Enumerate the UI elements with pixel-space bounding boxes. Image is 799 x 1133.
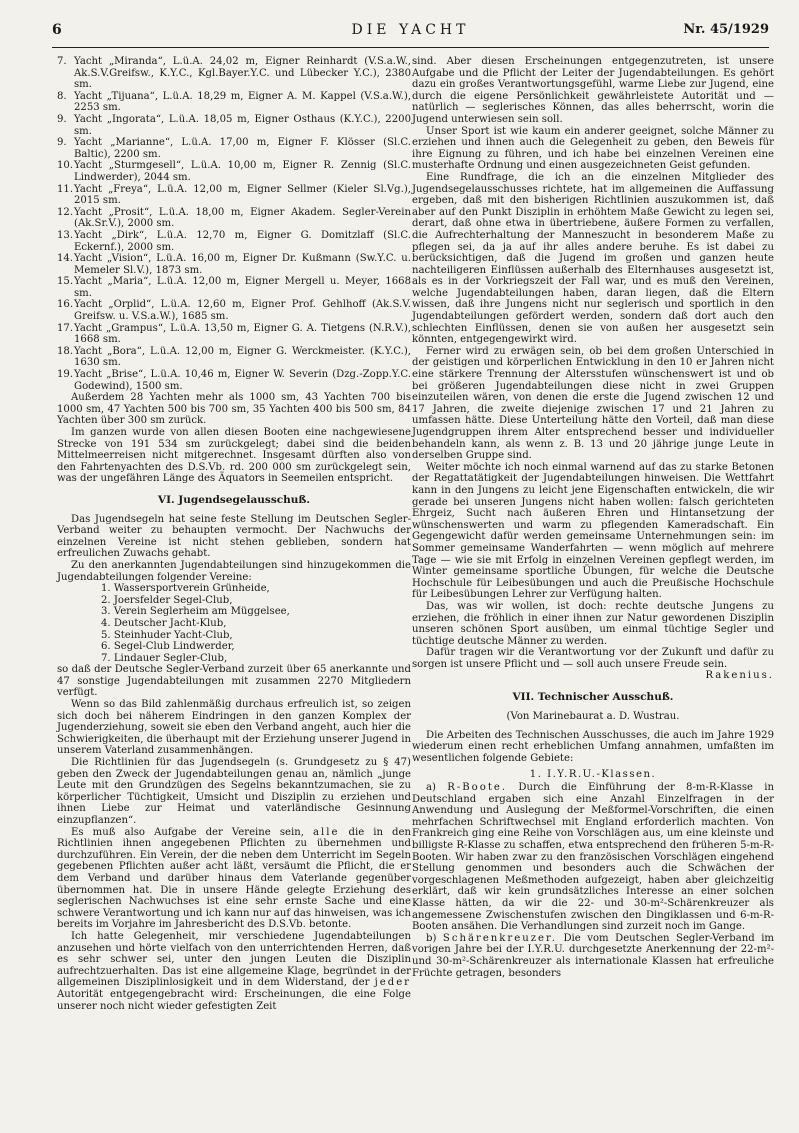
- item-number: 15.: [57, 276, 74, 288]
- item-text: Yacht „Maria“, L.ü.A. 12,00 m, Eigner Mergell u. Meyer, 1668 sm.: [74, 276, 411, 299]
- yacht-list-item: [57, 253, 411, 276]
- item-number: 8.: [57, 90, 67, 102]
- paragraph: Die Richtlinien für das Jugendsegeln (s. Grundgesetz zu § 47) geben den Zweck der Jugendabteilungen genau an, nämlich „junge Leute mit den Grundzügen des Segelns bekanntzumachen, sie zu körperlicher Tüchtigkeit, Umsicht und Disziplin zu erziehen und ihnen Liebe zur Heimat und vaterländische Gesinnung einzupflanzen“.: [57, 757, 411, 826]
- paragraph: Das, was wir wollen, ist doch: rechte deutsche Jungens zu erziehen, die fröhlich in einer ihnen zur Natur gewordenen Disziplin unseren schönen Sport ausüben, um einmal tüchtige Segler und tüchtige deutsche Männer zu werden.: [412, 600, 774, 647]
- left-column: [57, 56, 411, 1012]
- yacht-list-item: [57, 137, 411, 160]
- paragraph: Die Arbeiten des Technischen Ausschusses, die auch im Jahre 1929 wiederum einen recht erheblichen Umfang annahmen, umfaßten im wesentlichen folgende Gebiete:: [412, 729, 774, 764]
- text-run: Die vom Deutschen Segler-Verband im vorigen Jahre bei der I.Y.R.U. durchgesetzte Anerkennung der 22-m²- und 30-m²-Schärenkreuzer als internationale Klassen hat erfreuliche Früchte getragen, besonders: [412, 932, 774, 979]
- author-signature: Rakenius.: [705, 670, 774, 682]
- item-text: Yacht „Marianne“, L.ü.A. 17,00 m, Eigner F. Klösser (Sl.C. Baltic), 2200 sm.: [74, 137, 411, 160]
- item-text: Yacht „Miranda“, L.ü.A. 24,02 m, Eigner Reinhardt (V.S.a.W., Ak.S.V.Greifsw., K.Y.C., Kgl.Bayer.Y.C. und Lübecker Y.C.), 2380 sm.: [74, 56, 411, 91]
- paragraph: Eine Rundfrage, die ich an die einzelnen Mitglieder des Jugendsegelausschusses richtete, hat im allgemeinen die Auffassung ergeben, daß mit den bisherigen Richtlinien auszukommen ist, daß aber auf den Punkt Disziplin in erhöhtem Maße Gewicht zu legen sei, derart, daß ohne etwa in übertriebene, äußere Formen zu verfallen, die Aufrechterhaltung der Manneszucht in besonderem Maße zu pflegen sei, da ja auf ihr alles andere beruhe. Es ist dabei zu berücksichtigen, daß die Jugend im großen und ganzen heute nachteiligeren Einflüssen außerhalb des Elternhauses ausgesetzt ist, als es in der Vorkriegszeit der Fall war, und es muß den Vereinen, welche Jugendabteilungen haben, daran liegen, daß die Eltern wissen, daß ihre Jungens nicht nur seglerisch und sportlich in den Jugendabteilungen gefördert werden, sondern daß dort auch den schlechten Einflüssen, denen sie von außen her ausgesetzt sein könnten, entgegengewirkt wird.: [412, 171, 774, 346]
- item-text: Yacht „Sturmgesell“, L.ü.A. 10,00 m, Eigner R. Zennig (Sl.C. Lindwerder), 2044 sm.: [74, 160, 411, 183]
- text-run: Es muß also Aufgabe der Vereine sein,: [71, 826, 304, 838]
- item-label: b): [426, 932, 437, 944]
- yacht-list-item: [57, 207, 411, 230]
- item-text: Yacht „Ingorata“, L.ü.A. 18,05 m, Eigner Osthaus (K.Y.C.), 2200 sm.: [74, 113, 411, 137]
- yacht-list-item: [57, 91, 411, 114]
- item-label: a): [426, 782, 436, 794]
- text-run: Autorität entgegengebracht wird: Erscheinungen, die eine Folge unserer noch nicht wieder gefestigten Zeit: [57, 988, 411, 1012]
- item-number: 9.: [57, 113, 67, 125]
- section-heading: VII. Technischer Ausschuß.: [512, 691, 674, 704]
- paragraph: Das Jugendsegeln hat seine feste Stellung im Deutschen Segler-Verband weiter zu behaupten vermocht. Der Nachwuchs der einzelnen Vereine ist nicht stehen geblieben, sondern hat erfreulichen Zuwachs gehabt.: [57, 513, 411, 560]
- club-item: 3. Verein Seglerheim am Müggelsee,: [101, 606, 290, 618]
- text-run: Durch die Einführung der 8-m-R-Klasse in Deutschland ergaben sich eine Anzahl Einzelfragen in der Anwendung und Auslegung der Meßformel-Vorschriften, die einen mehrfachen Schriftwechsel mit England erforderlich machten. Von Frankreich ging eine Reihe von Vorschlägen aus, um eine kleinste und billigste R-Klasse zu schaffen, etwa entsprechend den früheren 5-m-R-Booten. Wir haben zwar zu den französischen Vorschlägen eingehend Stellung genommen und besonders auch die Schwächen der vorgeschlagenen Meßmethoden aufgezeigt, haben aber gleichzeitig erklärt, daß wir kein grundsätzliches Interesse an einer solchen Klasse hätten, da wir die 22- und 30-m²-Schärenkreuzer als angemessene Zwischenstufen zwischen den Dingiklassen und 6-m-R-Booten ansähen. Die Verhandlungen sind zurzeit noch im Gange.: [412, 782, 774, 933]
- paragraph: so daß der Deutsche Segler-Verband zurzeit über 65 anerkannte und 47 sonstige Jugendabteilungen mit zusammen 2270 Mitgliedern verfügt.: [57, 664, 411, 699]
- item-text: Yacht „Tijuana“, L.ü.A. 18,29 m, Eigner A. M. Kappel (V.S.a.W.), 2253 sm.: [74, 90, 411, 114]
- item-number: 17.: [57, 322, 74, 334]
- item-number: 9.: [57, 137, 67, 149]
- yacht-list-item: [57, 160, 411, 183]
- club-list: [101, 583, 411, 664]
- yacht-list-item: [57, 299, 411, 322]
- text-run: Dafür tragen wir die Verantwortung vor der Zukunft und dafür zu sorgen ist unsere Pflicht und — soll auch unsere Freude sein.: [412, 647, 774, 670]
- emphasis: alle: [313, 826, 340, 838]
- item-number: 12.: [57, 206, 74, 218]
- page-header: [52, 22, 769, 44]
- yacht-list-item: [57, 114, 411, 137]
- club-item: 2. Joersfelder Segel-Club,: [101, 594, 233, 606]
- header-rule: [52, 47, 769, 48]
- item-number: 7.: [57, 56, 67, 67]
- right-column: [412, 56, 774, 979]
- section-heading: VI. Jugendsegelausschuß.: [157, 493, 311, 506]
- item-text: Yacht „Orplid“, L.ü.A. 12,60 m, Eigner Prof. Gehlhoff (Ak.S.V. Greifsw. u. V.S.a.W.), 1685 sm.: [74, 299, 411, 323]
- yacht-list-item: [57, 369, 411, 392]
- paragraph: [412, 782, 774, 933]
- yacht-list-item: [57, 230, 411, 253]
- item-number: 16.: [57, 299, 74, 311]
- magazine-title: DIE YACHT: [351, 22, 470, 38]
- club-item: 6. Segel-Club Lindwerder,: [101, 641, 235, 653]
- page-number: 6: [52, 22, 62, 38]
- issue-number: Nr. 45/1929: [683, 22, 769, 37]
- yacht-list-item: [57, 323, 411, 346]
- paragraph: [57, 931, 411, 1012]
- item-text: Yacht „Freya“, L.ü.A. 12,00 m, Eigner Sellmer (Kieler Sl.Vg.), 2015 sm.: [74, 183, 411, 207]
- item-text: Yacht „Brise“, L.ü.A. 10,46 m, Eigner W. Severin (Dzg.-Zopp.Y.C. Godewind), 1500 sm.: [74, 369, 411, 392]
- item-number: 10.: [57, 160, 74, 172]
- club-item: 7. Lindauer Segler-Club,: [101, 652, 228, 664]
- yacht-list-item: [57, 184, 411, 207]
- paragraph: Wenn so das Bild zahlenmäßig durchaus erfreulich ist, so zeigen sich doch bei näherem Eindringen in den ganzen Komplex der Jugenderziehung, soweit sie eben den Verband angeht, auch hier die Schwierigkeiten, die überhaupt mit der Erziehung unserer Jugend in unserem Vaterland zusammenhängen.: [57, 699, 411, 757]
- item-text: Yacht „Grampus“, L.ü.A. 13,50 m, Eigner G. A. Tietgens (N.R.V.), 1668 sm.: [74, 322, 411, 346]
- emphasis: Schärenkreuzer.: [442, 932, 557, 944]
- paragraph: Ferner wird zu erwägen sein, ob bei dem großen Unterschied in der geistigen und körperlichen Entwicklung in den 10 er Jahren nicht eine stärkere Trennung der Altersstufen wünschenswert ist und ob bei größeren Jugendabteilungen diese nicht in zwei Gruppen einzuteilen wären, von denen die erste die Jugend zwischen 12 und 17 Jahren, die zweite diejenige zwischen 17 und 21 Jahren zu umfassen hätte. Diese Unterteilung hätte den Vorteil, daß man diese Jugendgruppen ihrem Alter entsprechend besser und individueller behandeln kann, als wenn z. B. 13 und 20 jährige junge Leute in derselben Gruppe sind.: [412, 345, 774, 462]
- paragraph: [412, 933, 774, 979]
- item-number: 13.: [57, 229, 74, 241]
- paragraph: [412, 647, 774, 682]
- paragraph: sind. Aber diesen Erscheinungen entgegenzutreten, ist unsere Aufgabe und die Pflicht der Leiter der Jugendabteilungen. Es gehört dazu ein großes Verantwortungsgefühl, warme Liebe zur Jugend, eine durch die eigene Persönlichkeit gewährleistete Autorität und — natürlich — seglerisches Können, das alles beherrscht, worin die Jugend unterwiesen sein soll.: [412, 56, 774, 125]
- yacht-list-item: [57, 56, 411, 91]
- item-number: 11.: [57, 183, 74, 195]
- paragraph: Außerdem 28 Yachten mehr als 1000 sm, 43 Yachten 700 bis 1000 sm, 47 Yachten 500 bis 700 sm, 35 Yachten 400 bis 500 sm, 84 Yachten über 300 sm zurück.: [57, 392, 411, 427]
- item-number: 18.: [57, 345, 74, 357]
- item-number: 14.: [57, 253, 74, 265]
- item-text: Yacht „Vision“, L.ü.A. 16,00 m, Eigner Dr. Kußmann (Sw.Y.C. u. Memeler Sl.V.), 1873 sm.: [74, 253, 411, 276]
- yacht-list-item: [57, 276, 411, 299]
- section-byline: (Von Marinebaurat a. D. Wustrau.: [506, 711, 680, 723]
- emphasis: R-Boote.: [447, 782, 508, 794]
- item-number: 19.: [57, 369, 74, 381]
- paragraph: [57, 827, 411, 931]
- paragraph: Zu den anerkannten Jugendabteilungen sind hinzugekommen die Jugendabteilungen folgender Vereine:: [57, 559, 411, 583]
- paragraph: Weiter möchte ich noch einmal warnend auf das zu starke Betonen der Regattatätigkeit der Jugendabteilungen hinweisen. Die Wettfahrt kann in den Jungens zu leicht jene Eigenschaften entwickeln, die wir gerade bei unseren Jungens nicht haben wollen: falsch gerichteten Ehrgeiz, Sucht nach äußeren Ehren und Hintansetzung der wünschenswerten und warm zu pflegenden Kameradschaft. Ein Gegengewicht dafür werden gemeinsame Unternehmungen sein: im Sommer gemeinsame Wanderfahrten — wenn möglich auf mehrere Tage — wie sie mit Erfolg in einzelnen Vereinen gepflegt werden, im Winter gemeinsame sportliche Übungen, für welche die Deutsche Hochschule für Leibesübungen und auch die Preußische Hochschule für Leibesübungen Lehrer zur Verfügung halten.: [412, 461, 774, 601]
- text-run: die in den Richtlinien ihnen angegebenen Pflichten zu übernehmen und durchzuführen. Ein Verein, der die neben dem Unterricht im Segeln gegebenen Pflichten außer acht läßt, versäumt die Pflicht, die er dem Verband und darüber hinaus dem Vaterlande gegenüber übernommen hat. Die in unsere Hände gelegte Erziehung des seglerischen Nachwuchses ist eine sehr ernste Sache und eine schwere Verantwortung und ich kann nur auf das hinweisen, was ich bereits im Vorjahre im Jahresbericht des D.S.Vb. betonte.: [57, 826, 411, 931]
- text-run: Ich hatte Gelegenheit, mir verschiedene Jugendabteilungen anzusehen und hörte vielfach von den unterrichtenden Herren, daß es sehr schwer sei, unter den jungen Leuten die Disziplin aufrechtzuerhalten. Das ist eine allgemeine Klage, begründet in der allgemeinen Disziplinlosigkeit und in dem Widerstand, der: [57, 930, 411, 989]
- item-text: Yacht „Dirk“, L.ü.A. 12,70 m, Eigner G. Domitzlaff (Sl.C. Eckernf.), 2000 sm.: [74, 229, 411, 253]
- item-text: Yacht „Bora“, L.ü.A. 12,00 m, Eigner G. Werckmeister. (K.Y.C.), 1630 sm.: [74, 345, 411, 369]
- emphasis: jeder: [374, 977, 411, 989]
- item-text: Yacht „Prosit“, L.ü.A. 18,00 m, Eigner Akadem. Segler-Verein (Ak.Sr.V.), 2000 sm.: [74, 206, 411, 230]
- club-item: 5. Steinhuder Yacht-Club,: [101, 629, 233, 641]
- paragraph: Unser Sport ist wie kaum ein anderer geeignet, solche Männer zu erziehen und ihnen auch die Gelegenheit zu geben, den Beweis für ihre Eignung zu führen, und ich habe bei einzelnen Vereinen eine musterhafte Ordnung und einen ausgezeichneten Geist gefunden.: [412, 125, 774, 172]
- paragraph: Im ganzen wurde von allen diesen Booten eine nachgewiesene Strecke von 191 534 sm zurückgelegt; dabei sind die beiden Mittelmeerreisen nicht mitgerechnet. Insgesamt dürften also von den Fahrtenyachten des D.S.Vb. rd. 200 000 sm zurückgelegt sein, was der ungefähren Länge des Äquators in Seemeilen entspricht.: [57, 427, 411, 485]
- yacht-list-item: [57, 346, 411, 369]
- club-item: 4. Deutscher Jacht-Klub,: [101, 617, 227, 629]
- yacht-list: [57, 56, 411, 392]
- club-item: 1. Wassersportverein Grünheide,: [101, 583, 270, 595]
- subsection-heading: 1. I.Y.R.U.-Klassen.: [529, 769, 657, 781]
